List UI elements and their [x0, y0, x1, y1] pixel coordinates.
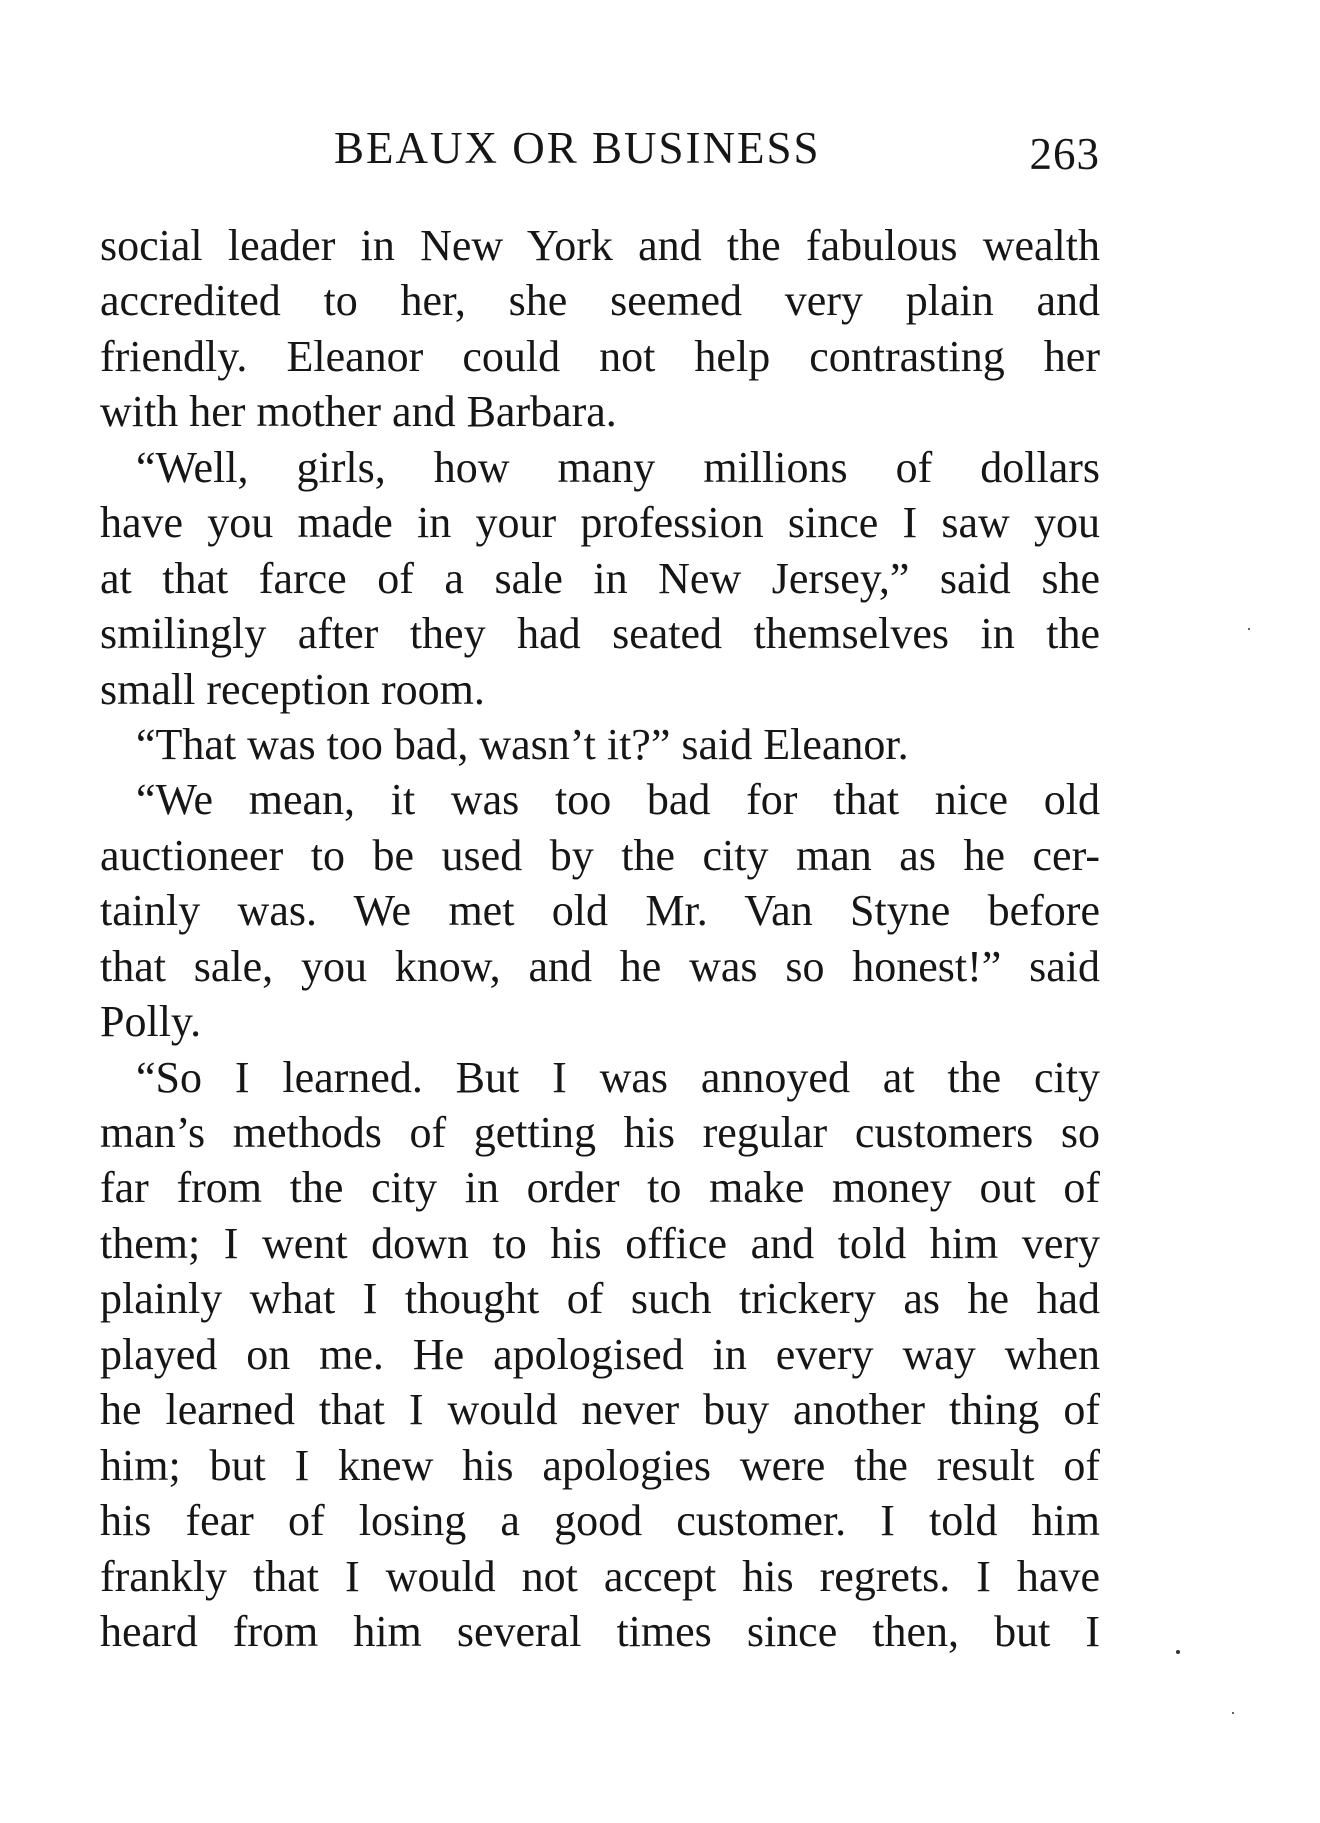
text-line: Polly. — [100, 997, 202, 1047]
text-line: heard from him several times since then, but I — [100, 1606, 1100, 1656]
text-line: “That was too bad, wasn’t it?” said Eleanor. — [136, 719, 909, 769]
running-title: BEAUX OR BUSINESS — [334, 123, 821, 173]
page-number: 263 — [1029, 129, 1100, 179]
text-line: auctioneer to be used by the city man as he cer- — [100, 830, 1100, 880]
text-line: social leader in New York and the fabulous wealth — [100, 221, 1100, 270]
text-line: man’s methods of getting his regular customers so — [100, 1108, 1100, 1157]
text-line: his fear of losing a good customer. I told him — [100, 1496, 1100, 1546]
page-header — [100, 118, 1100, 178]
text-line: “So I learned. But I was annoyed at the city — [136, 1052, 1100, 1102]
text-line: that sale, you know, and he was so honest!” said — [100, 941, 1100, 991]
text-line: plainly what I thought of such trickery as he had — [100, 1274, 1100, 1324]
text-line: tainly was. We met old Mr. Van Styne before — [100, 886, 1100, 936]
print-speck — [1248, 628, 1250, 630]
text-line: frankly that I would not accept his regrets. I have — [100, 1551, 1100, 1601]
text-line: far from the city in order to make money out of — [100, 1163, 1100, 1213]
text-line: small reception room. — [100, 664, 485, 714]
text-line: smilingly after they had seated themselves in the — [100, 609, 1100, 659]
text-line: accredited to her, she seemed very plain and — [100, 276, 1100, 326]
text-line: him; but I knew his apologies were the result of — [100, 1440, 1100, 1490]
body-text — [100, 218, 1100, 1659]
text-line: them; I went down to his office and told him very — [100, 1218, 1100, 1268]
text-line: he learned that I would never buy another thing of — [100, 1385, 1100, 1435]
text-line: “Well, girls, how many millions of dollars — [136, 442, 1100, 492]
print-speck — [1232, 1712, 1234, 1714]
print-speck — [1176, 1650, 1180, 1654]
text-line: friendly. Eleanor could not help contrasting her — [100, 331, 1100, 381]
text-line: “We mean, it was too bad for that nice old — [136, 775, 1100, 825]
text-line: have you made in your profession since I saw you — [100, 498, 1100, 548]
text-line: at that farce of a sale in New Jersey,” said she — [100, 553, 1100, 603]
text-line: played on me. He apologised in every way when — [100, 1329, 1100, 1379]
text-line: with her mother and Barbara. — [100, 387, 617, 437]
